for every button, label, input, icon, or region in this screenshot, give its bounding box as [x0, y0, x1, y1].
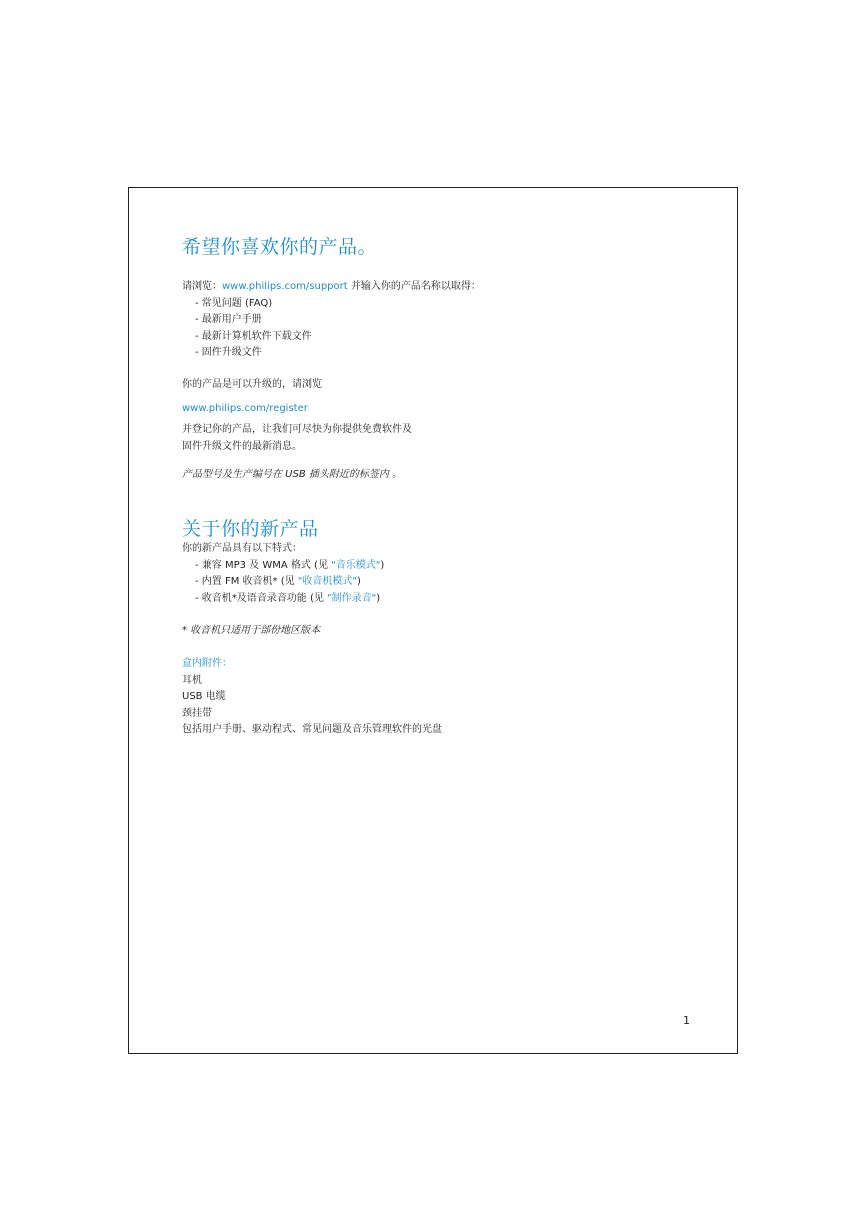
- feature-item: [195, 559, 384, 572]
- feature-suffix: ): [380, 560, 385, 571]
- list-item: - 最新计算机软件下载文件: [195, 331, 312, 342]
- browse-prefix: 请浏览：: [182, 281, 222, 292]
- feature-suffix: ): [376, 593, 381, 604]
- feature-item: [195, 592, 380, 605]
- accessory-item: 颈挂带: [182, 708, 212, 719]
- about-title: 关于你的新产品: [182, 518, 319, 540]
- browse-suffix: 并输入你的产品名称以取得：: [347, 281, 481, 292]
- features-heading: 你的新产品具有以下特式：: [182, 543, 302, 554]
- accessories-heading: 盒内附件：: [182, 658, 232, 669]
- register-link[interactable]: www.philips.com/register: [182, 403, 308, 414]
- radio-note: * 收音机只适用于部份地区版本: [182, 625, 321, 636]
- list-item: - 固件升级文件: [195, 347, 262, 358]
- feature-item: [195, 575, 361, 588]
- list-item: - 最新用户手册: [195, 314, 262, 325]
- accessory-item: USB 电缆: [182, 691, 226, 702]
- upgrade-text: 你的产品是可以升级的，请浏览: [182, 379, 322, 390]
- accessory-item: 耳机: [182, 675, 202, 686]
- accessory-item: 包括用户手册、驱动程式、常见问题及音乐管理软件的光盘: [182, 724, 442, 735]
- list-item: - 常见问题 (FAQ): [195, 298, 273, 309]
- browse-line: [182, 280, 481, 293]
- feature-text: - 收音机*及语音录音功能 (见: [195, 593, 328, 604]
- feature-link[interactable]: "音乐模式": [331, 560, 381, 571]
- register-text-1: 并登记你的产品，让我们可尽快为你提供免费软件及: [182, 424, 412, 435]
- feature-link[interactable]: "制作录音": [327, 593, 377, 604]
- intro-title: 希望你喜欢你的产品。: [182, 236, 378, 258]
- feature-text: - 内置 FM 收音机* (见: [195, 576, 298, 587]
- page-frame: [128, 187, 738, 1054]
- model-note: 产品型号及生产编号在 USB 插头附近的标签内 。: [182, 469, 403, 480]
- register-text-2: 固件升级文件的最新消息。: [182, 441, 302, 452]
- feature-link[interactable]: "收音机模式": [297, 576, 357, 587]
- support-link[interactable]: www.philips.com/support: [222, 281, 348, 292]
- feature-text: - 兼容 MP3 及 WMA 格式 (见: [195, 560, 332, 571]
- page-number: 1: [683, 1014, 690, 1027]
- feature-suffix: ): [357, 576, 361, 587]
